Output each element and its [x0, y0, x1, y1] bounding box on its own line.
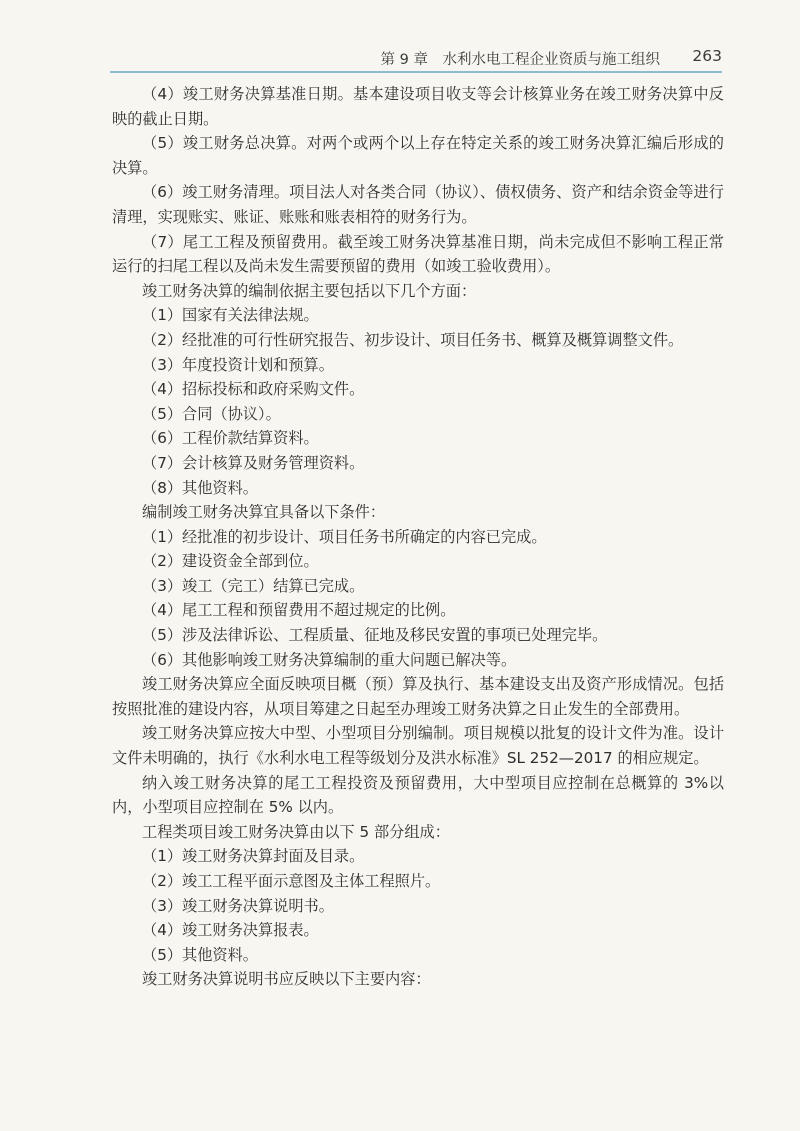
list-item: （3）年度投资计划和预算。 [142, 355, 334, 374]
list-item: （5）其他资料。 [142, 945, 258, 964]
paragraph: 竣工财务决算应按大中型、小型项目分别编制。项目规模以批复的设计文件为准。设计文件未明确的，执行《水利水电工程等级划分及洪水标准》SL 252—2017 的相应规定。 [112, 724, 724, 768]
body-text [112, 82, 724, 992]
list-item: （8）其他资料。 [142, 478, 258, 497]
list-item: （1）经批准的初步设计、项目任务书所确定的内容已完成。 [142, 527, 547, 546]
list-item: （2）建设资金全部到位。 [142, 552, 319, 571]
paragraph: （7）尾工工程及预留费用。截至竣工财务决算基准日期，尚未完成但不影响工程正常运行的扫尾工程以及尚未发生需要预留的费用（如竣工验收费用）。 [112, 232, 724, 276]
paragraph: 工程类项目竣工财务决算由以下 5 部分组成： [142, 822, 450, 841]
header-rule [110, 71, 722, 73]
paragraph: （4）竣工财务决算基准日期。基本建设项目收支等会计核算业务在竣工财务决算中反映的截止日期。 [112, 85, 724, 128]
list-item: （6）其他影响竣工财务决算编制的重大问题已解决等。 [142, 650, 517, 669]
list-item: （5）涉及法律诉讼、工程质量、征地及移民安置的事项已处理完毕。 [142, 626, 608, 645]
paragraph: 竣工财务决算说明书应反映以下主要内容： [142, 970, 431, 989]
list-item: （7）会计核算及财务管理资料。 [142, 453, 365, 472]
list-item: （3）竣工（完工）结算已完成。 [142, 576, 365, 595]
list-item: （2）竣工工程平面示意图及主体工程照片。 [142, 872, 441, 890]
page-header [110, 42, 722, 72]
paragraph: （6）竣工财务清理。项目法人对各类合同（协议）、债权债务、资产和结余资金等进行清理，实现账实、账证、账账和账表相符的财务行为。 [112, 183, 724, 226]
chapter-title: 第 9 章 水利水电工程企业资质与施工组织 [380, 52, 660, 68]
list-item: （4）竣工财务决算报表。 [142, 921, 319, 940]
list-item: （4）招标投标和政府采购文件。 [142, 380, 365, 399]
paragraph: 纳入竣工财务决算的尾工工程投资及预留费用，大中型项目应控制在总概算的 3%以内，小型项目应控制在 5% 以内。 [112, 773, 724, 817]
list-item: （6）工程价款结算资料。 [142, 429, 319, 448]
paragraph: 竣工财务决算应全面反映项目概（预）算及执行、基本建设支出及资产形成情况。包括按照批准的建设内容，从项目筹建之日起至办理竣工财务决算之日止发生的全部费用。 [112, 675, 724, 718]
list-item: （2）经批准的可行性研究报告、初步设计、项目任务书、概算及概算调整文件。 [142, 330, 684, 349]
list-item: （5）合同（协议）。 [142, 404, 281, 423]
paragraph: （5）竣工财务总决算。对两个或两个以上存在特定关系的竣工财务决算汇编后形成的决算。 [112, 134, 724, 177]
paragraph: 竣工财务决算的编制依据主要包括以下几个方面： [142, 281, 477, 300]
list-item: （3）竣工财务决算说明书。 [142, 896, 334, 915]
paragraph: 编制竣工财务决算宜具备以下条件： [142, 503, 385, 522]
list-item: （4）尾工工程和预留费用不超过规定的比例。 [142, 601, 456, 620]
list-item: （1）竣工财务决算封面及目录。 [142, 847, 365, 866]
page-number: 263 [692, 47, 722, 65]
list-item: （1）国家有关法律法规。 [142, 306, 319, 325]
